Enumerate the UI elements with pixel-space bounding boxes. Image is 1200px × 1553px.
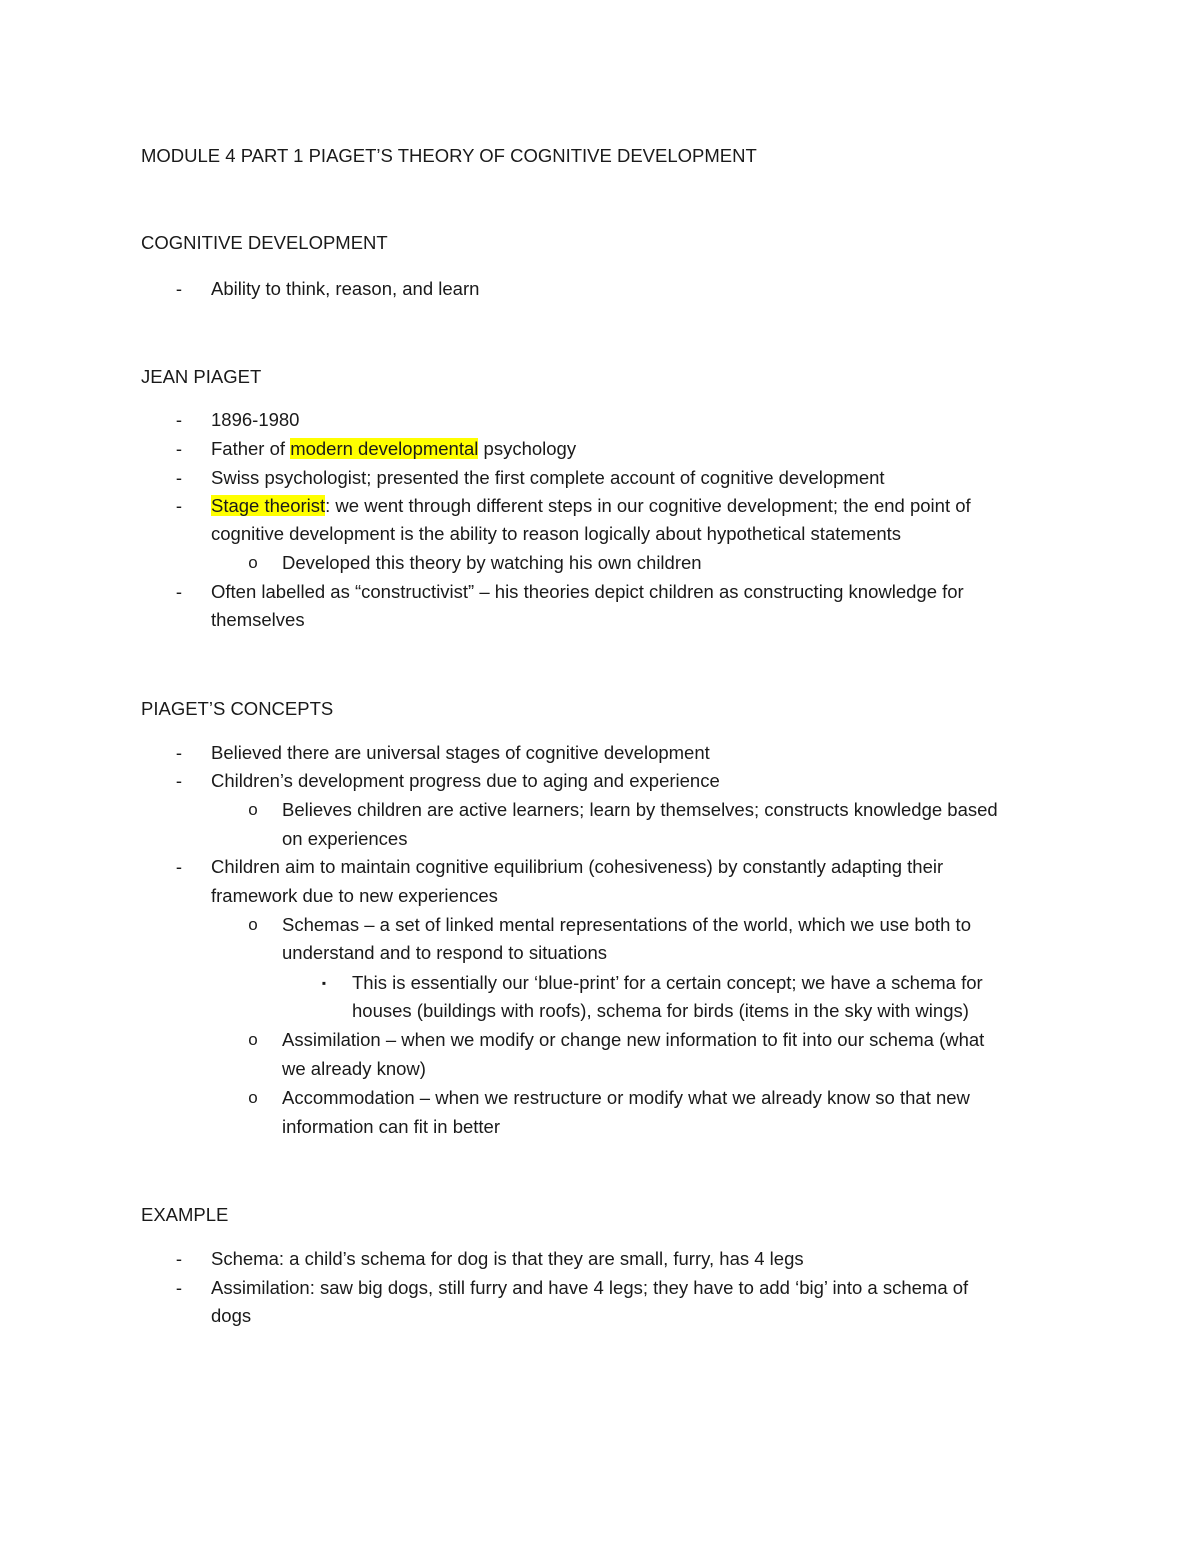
list-item-continuation: dogs: [211, 1305, 252, 1326]
bullet-circle: o: [248, 1030, 258, 1049]
list-item: Ability to think, reason, and learn: [211, 278, 480, 299]
bullet-circle: o: [248, 553, 258, 572]
text-run: : we went through different steps in our cognitive development; the end point of: [325, 495, 971, 516]
list-item: Swiss psychologist; presented the first complete account of cognitive development: [211, 467, 885, 488]
sub-sub-list-item-continuation: houses (buildings with roofs), schema for birds (items in the sky with wings): [352, 1000, 969, 1021]
list-item: [211, 437, 576, 461]
list-item: [211, 494, 971, 518]
sub-list-item: Believes children are active learners; learn by themselves; constructs knowledge based: [282, 799, 998, 820]
list-item: Children’s development progress due to aging and experience: [211, 770, 720, 791]
highlighted-text: Stage theorist: [211, 495, 326, 516]
list-item: Children aim to maintain cognitive equilibrium (cohesiveness) by constantly adapting their: [211, 856, 944, 877]
bullet-dash: -: [175, 1248, 183, 1269]
highlighted-text: modern developmental: [290, 438, 479, 459]
bullet-dash: -: [175, 495, 183, 516]
list-item: Believed there are universal stages of cognitive development: [211, 742, 710, 763]
list-item: Often labelled as “constructivist” – his theories depict children as constructing knowledge for: [211, 581, 964, 602]
bullet-dash: -: [175, 409, 183, 430]
heading-cognitive-development: COGNITIVE DEVELOPMENT: [141, 232, 388, 253]
list-item-continuation: cognitive development is the ability to reason logically about hypothetical statements: [211, 523, 902, 544]
list-item: 1896-1980: [211, 409, 300, 430]
text-run: psychology: [478, 438, 577, 459]
bullet-dash: -: [175, 742, 183, 763]
bullet-square: ▪: [321, 976, 327, 990]
list-item-continuation: framework due to new experiences: [211, 885, 498, 906]
heading-example: EXAMPLE: [141, 1204, 229, 1225]
bullet-circle: o: [248, 915, 258, 934]
bullet-circle: o: [248, 1088, 258, 1107]
heading-jean-piaget: JEAN PIAGET: [141, 366, 262, 387]
sub-list-item-continuation: information can fit in better: [282, 1116, 500, 1137]
list-item-continuation: themselves: [211, 609, 305, 630]
bullet-dash: -: [175, 438, 183, 459]
bullet-dash: -: [175, 581, 183, 602]
sub-sub-list-item: This is essentially our ‘blue-print’ for a certain concept; we have a schema for: [352, 972, 983, 993]
list-item: Assimilation: saw big dogs, still furry and have 4 legs; they have to add ‘big’ into a schema of: [211, 1277, 969, 1298]
sub-list-item-continuation: on experiences: [282, 828, 408, 849]
heading-piagets-concepts: PIAGET’S CONCEPTS: [141, 698, 334, 719]
bullet-dash: -: [175, 467, 183, 488]
list-item: Schema: a child’s schema for dog is that they are small, furry, has 4 legs: [211, 1248, 804, 1269]
sub-list-item: Schemas – a set of linked mental representations of the world, which we use both to: [282, 914, 971, 935]
sub-list-item: Accommodation – when we restructure or modify what we already know so that new: [282, 1087, 970, 1108]
sub-list-item: Assimilation – when we modify or change new information to fit into our schema (what: [282, 1029, 985, 1050]
bullet-dash: -: [175, 856, 183, 877]
bullet-dash: -: [175, 770, 183, 791]
sub-list-item-continuation: understand and to respond to situations: [282, 942, 608, 963]
bullet-dash: -: [175, 278, 183, 299]
bullet-circle: o: [248, 800, 258, 819]
sub-list-item: Developed this theory by watching his own children: [282, 552, 702, 573]
document-title: MODULE 4 PART 1 PIAGET’S THEORY OF COGNITIVE DEVELOPMENT: [141, 145, 757, 166]
bullet-dash: -: [175, 1277, 183, 1298]
sub-list-item-continuation: we already know): [282, 1058, 426, 1079]
text-run: Father of: [211, 438, 291, 459]
